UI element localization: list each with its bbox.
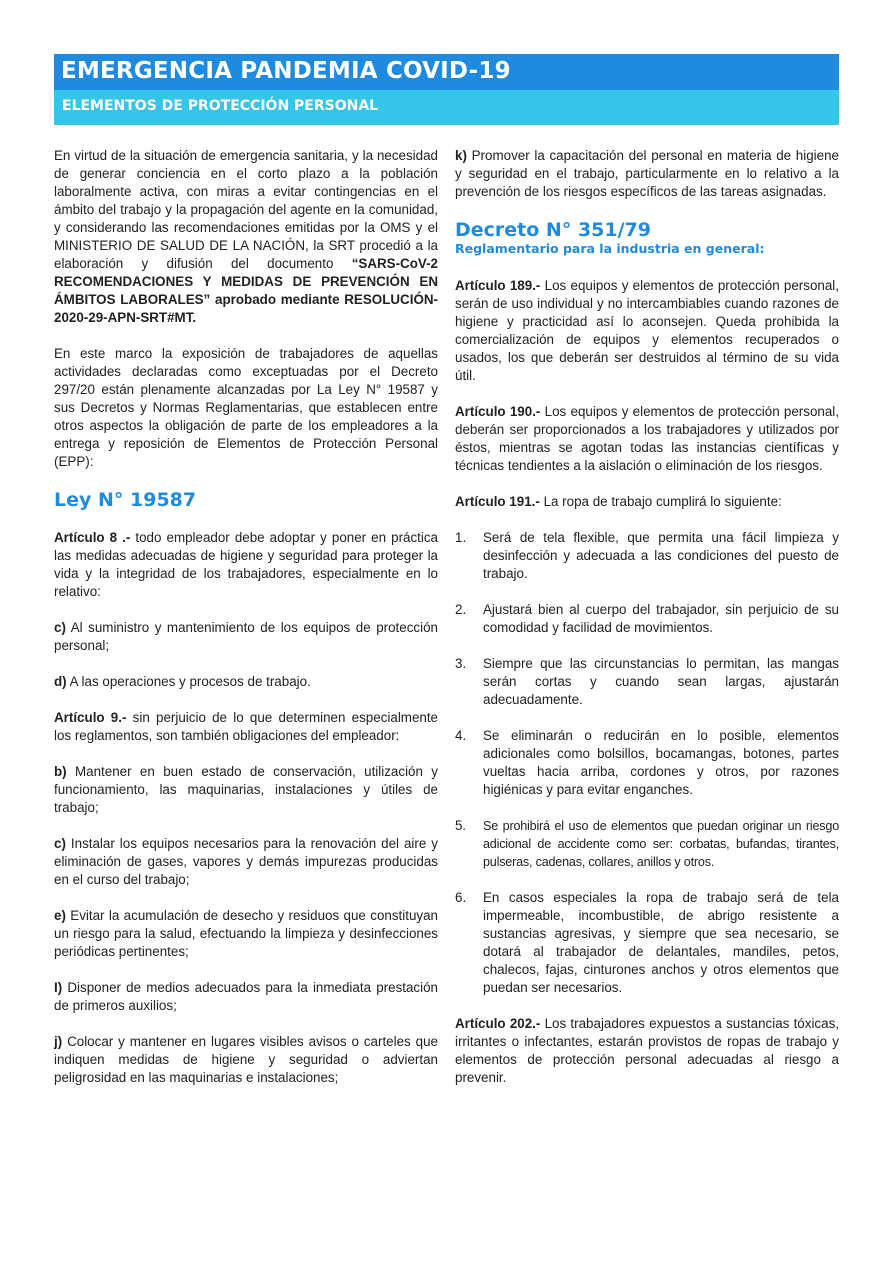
page-subtitle: ELEMENTOS DE PROTECCIÓN PERSONAL: [62, 98, 379, 114]
page-title: EMERGENCIA PANDEMIA COVID-19: [61, 58, 511, 84]
law-title: Ley N° 19587: [54, 489, 197, 511]
list-item: 5. Se prohibirá el uso de elementos que puedan originar un riesgo adicional de accidente como ser: corbatas, bufandas, tirantes, pulseras, cadenas, collares, anillos y otros.: [455, 818, 839, 869]
article-9-item-c: c) Instalar los equipos necesarios para la renovación del aire y eliminación de gases, vapores y demás impurezas producidas en el curso del trabajo;: [54, 836, 438, 887]
intro-paragraph: En virtud de la situación de emergencia sanitaria, y la necesidad de generar conciencia en el corto plazo a la población laboralmente activa, con miras a evitar contingencias en el ámbito del trabajo y la propagación del agente en la comunidad, y considerando las recomendaciones emitidas por la OMS y el MINISTERIO DE SALUD DE LA NACIÓN, la SRT procedió a la elaboración y difusión del documento “SARS-CoV-2 RECOMENDACIONES Y MEDIDAS DE PREVENCIÓN EN ÁMBITOS LABORALES” aprobado mediante RESOLUCIÓN-2020-29-APN-SRT#MT.: [54, 148, 438, 325]
article-8: Artículo 8 .- todo empleador debe adoptar y poner en práctica las medidas adecuadas de higiene y seguridad para proteger la vida y la integridad de los trabajadores, especialmente en lo relativo:: [54, 530, 439, 599]
title-banner: [54, 54, 839, 90]
article-9-item-k: k) Promover la capacitación del personal en materia de higiene y seguridad en el trabajo, particularmente en lo relativo a la prevención de los riesgos específicos de las tareas asignadas.: [455, 148, 839, 199]
article-8-item-d: d) A las operaciones y procesos de trabajo.: [54, 674, 311, 689]
right-column: [455, 147, 839, 1087]
article-190: Artículo 190.- Los equipos y elementos de protección personal, deberán ser proporcionados a los trabajadores y utilizados por éstos, mientras se agotan todas las instancias científicas y técnicas tendientes a la aislación o eliminación de los riesgos.: [455, 404, 839, 473]
subtitle-banner: [54, 90, 839, 125]
list-item: 6. En casos especiales la ropa de trabajo será de tela impermeable, incombustible, de abrigo resistente a sustancias agresivas, y siempre que sea necesario, se dotará al trabajador de delantales, mandiles, petos, chalecos, fajas, cinturones anchos y otros elementos que puedan ser necesarios.: [455, 890, 839, 995]
list-item: 3. Siempre que las circunstancias lo permitan, las mangas serán cortas y cuando sean largas, ajustarán adecuadamente.: [455, 656, 839, 707]
left-column: [54, 147, 438, 1087]
article-191: Artículo 191.- La ropa de trabajo cumplirá lo siguiente:: [455, 494, 782, 509]
article-9-item-j: j) Colocar y mantener en lugares visibles avisos o carteles que indiquen medidas de higiene y seguridad o adviertan peligrosidad en las maquinarias e instalaciones;: [54, 1034, 438, 1085]
article-8-item-c: c) Al suministro y mantenimiento de los equipos de protección personal;: [54, 620, 438, 653]
article-9-item-e: e) Evitar la acumulación de desecho y residuos que constituyan un riesgo para la salud, efectuando la limpieza y desinfecciones periódicas pertinentes;: [54, 908, 438, 959]
article-9: Artículo 9.- sin perjuicio de lo que determinen especialmente los reglamentos, son también obligaciones del empleador:: [54, 710, 439, 743]
article-189: Artículo 189.- Los equipos y elementos de protección personal, serán de uso individual y no intercambiables cuando razones de higiene y practicidad así lo aconsejen. Queda prohibida la comercialización de equipos y elementos recuperados o usados, los que deberán ser destruidos al término de su vida útil.: [455, 278, 839, 383]
article-9-item-l: I) Disponer de medios adecuados para la inmediata prestación de primeros auxilios;: [54, 980, 438, 1013]
context-paragraph: En este marco la exposición de trabajadores de aquellas actividades declaradas como exceptuadas por el Decreto 297/20 están plenamente alcanzadas por La Ley N° 19587 y sus Decretos y Normas Reglamentarias, que establecen entre otros aspectos la obligación de parte de los empleadores a la entrega y reposición de Elementos de Protección Personal (EPP):: [54, 346, 438, 469]
list-item: 2. Ajustará bien al cuerpo del trabajador, sin perjuicio de su comodidad y facilidad de movimientos.: [455, 602, 839, 635]
decree-subtitle: Reglamentario para la industria en general:: [455, 241, 765, 256]
article-9-item-b: b) Mantener en buen estado de conservación, utilización y funcionamiento, las maquinarias, instalaciones y útiles de trabajo;: [54, 764, 438, 815]
article-202: Artículo 202.- Los trabajadores expuestos a sustancias tóxicas, irritantes o infectantes, estarán provistos de ropas de trabajo y elementos de protección personal adecuadas al riesgo a prevenir.: [455, 1016, 839, 1085]
work-clothing-list: [455, 529, 839, 997]
list-item: 4. Se eliminarán o reducirán en lo posible, elementos adicionales como bolsillos, bocamangas, botones, partes vueltas hacia arriba, cordones y otros, por razones higiénicas y para evitar enganches.: [455, 728, 839, 797]
decree-title: Decreto N° 351/79: [455, 219, 651, 241]
list-item: 1. Será de tela flexible, que permita una fácil limpieza y desinfección y adecuada a las condiciones del puesto de trabajo.: [455, 530, 839, 581]
